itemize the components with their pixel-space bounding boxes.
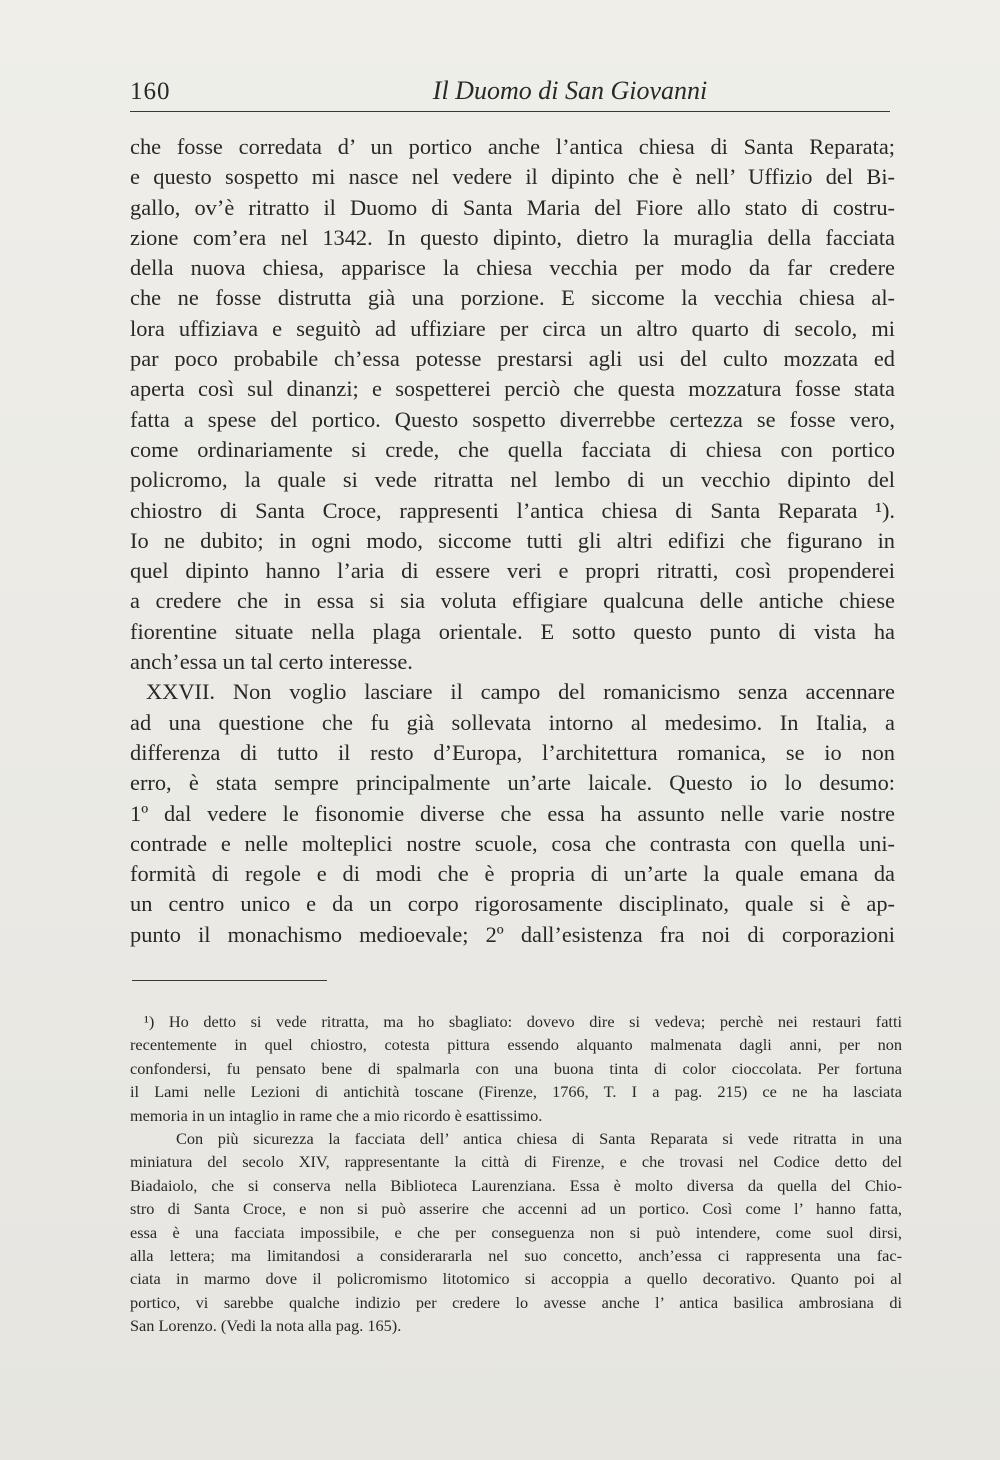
header-rule [130, 111, 890, 112]
text-line: chiostro di Santa Croce, rappresenti l’antica chiesa di Santa Reparata ¹). [130, 497, 895, 523]
text-line: aperta così sul dinanzi; e sospetterei perciò che questa mozzatura fosse stata [130, 376, 895, 402]
text-line: come ordinariamente si crede, che quella facciata di chiesa con portico [130, 436, 895, 462]
footnote-line: portico, vi sarebbe qualche indizio per credere lo avesse anche l’ antica basilica ambrosiana di [130, 1292, 902, 1312]
text-line: fiorentine situate nella plaga orientale. E sotto questo punto di vista ha [130, 618, 895, 644]
footnote-line: San Lorenzo. (Vedi la nota alla pag. 165). [130, 1316, 402, 1336]
text-line: contrade e nelle molteplici nostre scuole, cosa che contrasta con quella uni- [130, 830, 895, 856]
text-line: della nuova chiesa, apparisce la chiesa vecchia per modo da far credere [130, 255, 895, 281]
footnote-line: il Lami nelle Lezioni di antichità toscane (Firenze, 1766, T. I a pag. 215) ce ne ha lasciata [130, 1082, 902, 1102]
text-line: ad una questione che fu già sollevata intorno al medesimo. In Italia, a [130, 709, 895, 735]
text-line: e questo sospetto mi nasce nel vedere il dipinto che è nell’ Uffizio del Bi- [130, 164, 895, 190]
footnote-line: ciata in marmo dove il policromismo litotomico si accoppia a quello decorativo. Quanto poi al [130, 1269, 902, 1289]
text-line: formità di regole e di modi che è propria di un’arte la quale emana da [130, 861, 895, 887]
text-line: lora uffiziava e seguitò ad uffiziare per circa un altro quarto di secolo, mi [130, 315, 895, 341]
text-line: gallo, ov’è ritratto il Duomo di Santa Maria del Fiore allo stato di costru- [130, 194, 895, 220]
page-header [130, 72, 890, 108]
footnote-rule [132, 980, 327, 981]
running-title: Il Duomo di San Giovanni [432, 76, 708, 105]
text-line: che ne fosse distrutta già una porzione. E siccome la vecchia chiesa al- [130, 285, 895, 311]
footnote-line: Biadaiolo, che si conserva nella Biblioteca Laurenziana. Essa è molto diversa da quella del Chio- [130, 1175, 902, 1195]
footnote-line: essa è una facciata impossibile, e che per conseguenza non si può intendere, come suol dirsi, [130, 1222, 902, 1242]
text-line: punto il monachismo medioevale; 2º dall’esistenza fra noi di corporazioni [130, 921, 895, 947]
text-line: XXVII. Non voglio lasciare il campo del romanicismo senza accennare [146, 679, 895, 705]
footnote-line: memoria in un intaglio in rame che a mio ricordo è esattissimo. [130, 1105, 543, 1125]
footnote-line: Con più sicurezza la facciata dell’ antica chiesa di Santa Reparata si vede ritratta in una [176, 1128, 902, 1148]
text-line: che fosse corredata d’ un portico anche l’antica chiesa di Santa Reparata; [130, 134, 895, 159]
text-line: erro, è stata sempre principalmente un’arte laicale. Questo io lo desumo: [130, 770, 895, 796]
text-line: anch’essa un tal certo interesse. [130, 649, 413, 675]
text-line: Io ne dubito; in ogni modo, siccome tutti gli altri edifizi che figurano in [130, 527, 895, 553]
text-line: a credere che in essa si sia voluta effigiare qualcuna delle antiche chiese [130, 588, 895, 614]
footnote-line: confondersi, fu pensato bene di spalmarla con una buona tinta di color cioccolata. Per fortuna [130, 1058, 902, 1078]
text-line: zione com’era nel 1342. In questo dipinto, dietro la muraglia della facciata [130, 224, 895, 250]
page-number: 160 [130, 78, 171, 105]
text-line: policromo, la quale si vede ritratta nel lembo di un vecchio dipinto del [130, 467, 895, 493]
footnotes [130, 1010, 902, 1337]
footnote-line: recentemente in quel chiostro, cotesta pittura essendo alquanto malmenata dagli anni, per non [130, 1035, 902, 1055]
text-line: quel dipinto hanno l’aria di essere veri e propri ritratti, così propenderei [130, 558, 895, 584]
footnote-line: stro di Santa Croce, e non si può asserire che accenni ad un portico. Così come l’ hanno fatta, [130, 1199, 902, 1219]
text-line: fatta a spese del portico. Questo sospetto diverrebbe certezza se fosse vero, [130, 406, 895, 432]
footnote-line: miniatura del secolo XIV, rappresentante la città di Firenze, e che trovasi nel Codice detto del [130, 1152, 902, 1172]
text-line: 1º dal vedere le fisonomie diverse che essa ha assunto nelle varie nostre [130, 800, 895, 826]
text-line: un centro unico e da un corpo rigorosamente disciplinato, quale si è ap- [130, 891, 895, 917]
text-line: par poco probabile ch’essa potesse prestarsi agli usi del culto mozzata ed [130, 346, 895, 372]
text-line: differenza di tutto il resto d’Europa, l’architettura romanica, se io non [130, 739, 895, 765]
footnote-line: alla lettera; ma limitandosi a considerararla nel suo concetto, anch’essa ci rappresenta una fac- [130, 1245, 902, 1265]
footnote-line: ¹) Ho detto si vede ritratta, ma ho sbagliato: dovevo dire si vedeva; perchè nei restauri fatti [144, 1012, 902, 1031]
main-text [130, 132, 895, 950]
